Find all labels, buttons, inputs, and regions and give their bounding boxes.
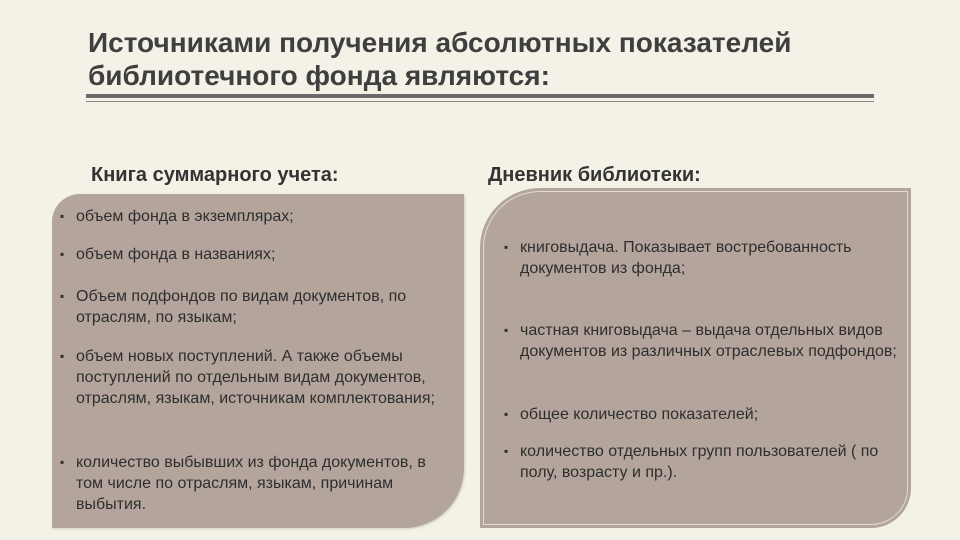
list-item: ▪ объем фонда в названиях; [60,244,456,265]
title-rule-thin [86,101,874,102]
left-column-heading: Книга суммарного учета: [91,164,339,186]
list-item: ▪ объем фонда в экземплярах; [60,206,456,227]
list-item: ▪ книговыдача. Показывает востребованность документов из фонда; [504,237,912,279]
right-panel [480,188,911,528]
list-item: ▪ Объем подфондов по видам документов, по отраслям, по языкам; [60,286,456,328]
list-item: ▪ общее количество показателей; [504,404,912,425]
left-panel [52,194,464,528]
slide-title: Источниками получения абсолютных показателей библиотечного фонда являются: [88,27,792,91]
list-item: ▪ количество отдельных групп пользователей ( по полу, возрасту и пр.). [504,441,912,483]
list-item: ▪ частная книговыдача – выдача отдельных видов документов из различных отраслевых подфондов; [504,320,912,362]
title-rule-thick [86,94,874,98]
list-item: ▪ объем новых поступлений. А также объемы поступлений по отдельным видам документов, отраслям, языкам, источникам комплектования; [60,346,456,409]
right-column-heading: Дневник библиотеки: [488,164,701,186]
list-item: ▪ количество выбывших из фонда документов, в том числе по отраслям, языкам, причинам выбытия. [60,452,456,515]
